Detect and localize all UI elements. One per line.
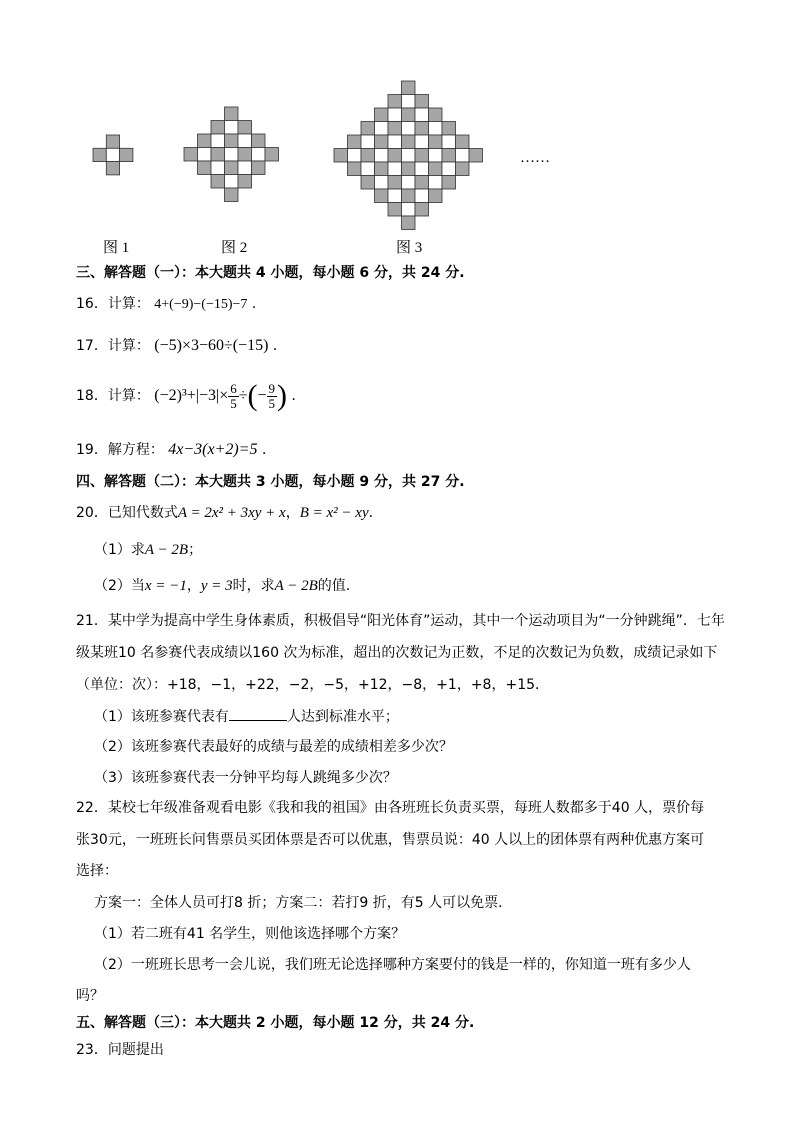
white-square [415, 162, 429, 176]
white-square [456, 149, 470, 163]
shaded-square [456, 135, 470, 149]
white-square [375, 176, 389, 190]
shaded-square [225, 134, 239, 148]
figure-3 [333, 80, 485, 230]
shaded-square [252, 161, 266, 175]
q18-divide-sign: ÷ [238, 387, 248, 404]
shaded-square [361, 176, 375, 190]
shaded-square [375, 189, 389, 203]
q20-end: ． [368, 505, 383, 521]
q19-end: ． [261, 442, 276, 458]
q20-part-1-expression: A − 2B [144, 542, 189, 558]
question-16 [76, 294, 266, 315]
q21-line-2: 级某班10 名参赛代表成绩以160 次为标准，超出的次数记为正数，不足的次数记为负数，成绩记录如下 [76, 645, 718, 661]
shaded-square [120, 148, 133, 161]
q21-part-1-end: 人达到标准水平； [286, 709, 399, 725]
q17-expression: (−5)×3−60÷(−15) [154, 337, 269, 354]
q20-separator: ， [285, 505, 300, 521]
white-square [238, 161, 252, 175]
white-square [375, 122, 389, 136]
shaded-square [361, 122, 375, 136]
question-17 [76, 336, 287, 356]
q18-number: 18． [76, 388, 108, 404]
figure-ellipsis: …… [520, 150, 550, 166]
q20-part-2-lead: （2）当 [94, 578, 145, 594]
white-square [348, 149, 362, 163]
white-square [402, 95, 416, 109]
q16-number: 16． [76, 296, 108, 312]
figure-1 [92, 134, 136, 176]
shaded-square [402, 135, 416, 149]
shaded-square [375, 162, 389, 176]
white-square [415, 135, 429, 149]
q18-right-paren: ) [277, 379, 288, 412]
shaded-square [238, 121, 252, 135]
white-square [402, 176, 416, 190]
shaded-square [415, 95, 429, 109]
q19-expression: 4x−3(x+2)=5 [168, 441, 258, 458]
question-19 [76, 440, 276, 460]
shaded-square [442, 176, 456, 190]
shaded-square [225, 161, 239, 175]
q21-part-2: （2）该班参赛代表最好的成绩与最差的成绩相差多少次？ [94, 739, 453, 755]
figure-2 [183, 106, 281, 202]
q20-part-2-y: y = 3 [200, 578, 233, 594]
white-square [415, 108, 429, 122]
q17-end: ． [272, 338, 287, 354]
shaded-square [429, 135, 443, 149]
q18-lead: 计算： [107, 388, 150, 404]
white-square [415, 189, 429, 203]
q21-line-1: 21．某中学为提高中学生身体素质，积极倡导“阳光体育”运动，其中一个运动项目为“一分钟跳绳”．七年 [76, 613, 725, 629]
shaded-square [388, 122, 402, 136]
white-square [442, 162, 456, 176]
q21-part-1 [94, 706, 399, 727]
q18-fraction-2-denominator: 5 [268, 395, 276, 411]
question-18 [76, 376, 306, 416]
white-square [375, 149, 389, 163]
q22-line-2: 张30元，一班班长问售票员买团体票是否可以优惠，售票员说：40 人以上的团体票有两种优惠方案可 [76, 832, 705, 848]
shaded-square [429, 108, 443, 122]
shaded-square [184, 148, 198, 162]
white-square [388, 135, 402, 149]
shaded-square [375, 135, 389, 149]
q20-stem: 20．已知代数式 [76, 505, 178, 521]
shaded-square [211, 148, 225, 162]
white-square [225, 175, 239, 189]
shaded-square [375, 108, 389, 122]
shaded-square [238, 175, 252, 189]
white-square [198, 148, 212, 162]
q16-lead: 计算： [107, 296, 150, 312]
shaded-square [402, 108, 416, 122]
q18-fraction-2 [267, 382, 278, 411]
q21-answer-blank[interactable] [229, 706, 287, 721]
q22-line-1: 22．某校七年级准备观看电影《我和我的祖国》由各班班长负责买票，每班人数都多于40 人，票价每 [76, 800, 705, 816]
q20-part-2-end: 的值. [317, 578, 351, 594]
shaded-square [388, 176, 402, 190]
q22-part-2-continued: 吗？ [76, 988, 104, 1004]
q20-expression-a: A = 2x² + 3xy + x [177, 505, 286, 521]
q20-part-1-lead: （1）求 [94, 542, 145, 558]
q18-fraction-1 [228, 382, 239, 411]
q20-part-1-end: ； [188, 542, 203, 558]
q20-part-1 [94, 540, 202, 560]
figure-1-caption: 图 1 [103, 240, 130, 256]
section-4-title: 四、解答题（二）：本大题共 3 小题，每小题 9 分，共 27 分. [76, 474, 465, 490]
shaded-square [456, 162, 470, 176]
shaded-square [93, 148, 106, 161]
figure-2-caption: 图 2 [221, 240, 248, 256]
white-square [211, 134, 225, 148]
white-square [388, 162, 402, 176]
white-square [361, 135, 375, 149]
white-square [238, 134, 252, 148]
q18-minus-sign: − [257, 387, 267, 404]
shaded-square [402, 162, 416, 176]
shaded-square [198, 161, 212, 175]
q23-line-1: 23．问题提出 [76, 1042, 164, 1058]
shaded-square [211, 121, 225, 135]
white-square [388, 108, 402, 122]
shaded-square [415, 149, 429, 163]
q18-left-paren: ( [247, 379, 258, 412]
white-square [225, 148, 239, 162]
q16-end: ． [251, 296, 266, 312]
q20-part-2 [94, 576, 350, 596]
q18-expression-part1: (−2)³+|−3|× [154, 387, 229, 404]
shaded-square [225, 188, 239, 202]
shaded-square [238, 148, 252, 162]
shaded-square [334, 149, 348, 163]
white-square [388, 189, 402, 203]
white-square [106, 148, 119, 161]
q18-fraction-1-numerator: 6 [230, 380, 237, 396]
white-square [402, 149, 416, 163]
shaded-square [415, 203, 429, 217]
shaded-square [211, 175, 225, 189]
shaded-square [388, 203, 402, 217]
shaded-square [442, 149, 456, 163]
q22-part-1: （1）若二班有41 名学生，则他该选择哪个方案？ [94, 926, 406, 942]
q21-part-3: （3）该班参赛代表一分钟平均每人跳绳多少次？ [94, 770, 397, 786]
q20-part-2-x: x = −1 [144, 578, 187, 594]
q17-number: 17． [76, 338, 108, 354]
shaded-square [429, 162, 443, 176]
q19-lead: 解方程： [107, 442, 164, 458]
white-square [442, 135, 456, 149]
white-square [402, 203, 416, 217]
white-square [252, 148, 266, 162]
shaded-square [402, 216, 416, 230]
shaded-square [361, 149, 375, 163]
white-square [361, 162, 375, 176]
q16-expression: 4+(−9)−(−15)−7 [154, 297, 248, 312]
q21-line-3: （单位：次）：+18，−1，+22，−2，−5，+12，−8，+1，+8，+15． [76, 677, 550, 693]
white-square [429, 122, 443, 136]
q17-lead: 计算： [107, 338, 150, 354]
shaded-square [348, 135, 362, 149]
shaded-square [106, 162, 119, 175]
shaded-square [198, 134, 212, 148]
shaded-square [225, 107, 239, 121]
shaded-square [348, 162, 362, 176]
shaded-square [402, 189, 416, 203]
q18-end: ． [291, 388, 306, 404]
q18-fraction-1-denominator: 5 [230, 395, 237, 411]
shaded-square [252, 134, 266, 148]
q20-expression-b: B = x² − xy [299, 505, 369, 521]
shaded-square [106, 135, 119, 148]
shaded-square [442, 122, 456, 136]
white-square [211, 161, 225, 175]
q22-part-2: （2）一班班长思考一会儿说，我们班无论选择哪种方案要付的钱是一样的，你知道一班有多少人 [94, 957, 691, 973]
shaded-square [388, 95, 402, 109]
q22-line-3: 选择： [76, 863, 118, 879]
section-3-title: 三、解答题（一）：本大题共 4 小题，每小题 6 分，共 24 分. [76, 265, 465, 281]
shaded-square [265, 148, 279, 162]
shaded-square [469, 149, 483, 163]
white-square [402, 122, 416, 136]
white-square [429, 176, 443, 190]
white-square [225, 121, 239, 135]
white-square [429, 149, 443, 163]
q20-part-2-sep: ， [186, 578, 201, 594]
figure-3-caption: 图 3 [396, 240, 423, 256]
shaded-square [388, 149, 402, 163]
q20-part-2-mid: 时，求 [232, 578, 275, 594]
question-20 [76, 503, 383, 523]
q21-part-1-lead: （1）该班参赛代表有 [94, 709, 229, 725]
q19-number: 19． [76, 442, 108, 458]
shaded-square [429, 189, 443, 203]
shaded-square [415, 176, 429, 190]
section-5-title: 五、解答题（三）：本大题共 2 小题，每小题 12 分，共 24 分. [76, 1015, 475, 1031]
q18-fraction-2-numerator: 9 [268, 380, 276, 396]
q20-part-2-expression: A − 2B [274, 578, 318, 594]
shaded-square [402, 81, 416, 95]
shaded-square [415, 122, 429, 136]
q22-plans: 方案一：全体人员可打8 折；方案二：若打9 折，有5 人可以免票． [94, 895, 513, 911]
